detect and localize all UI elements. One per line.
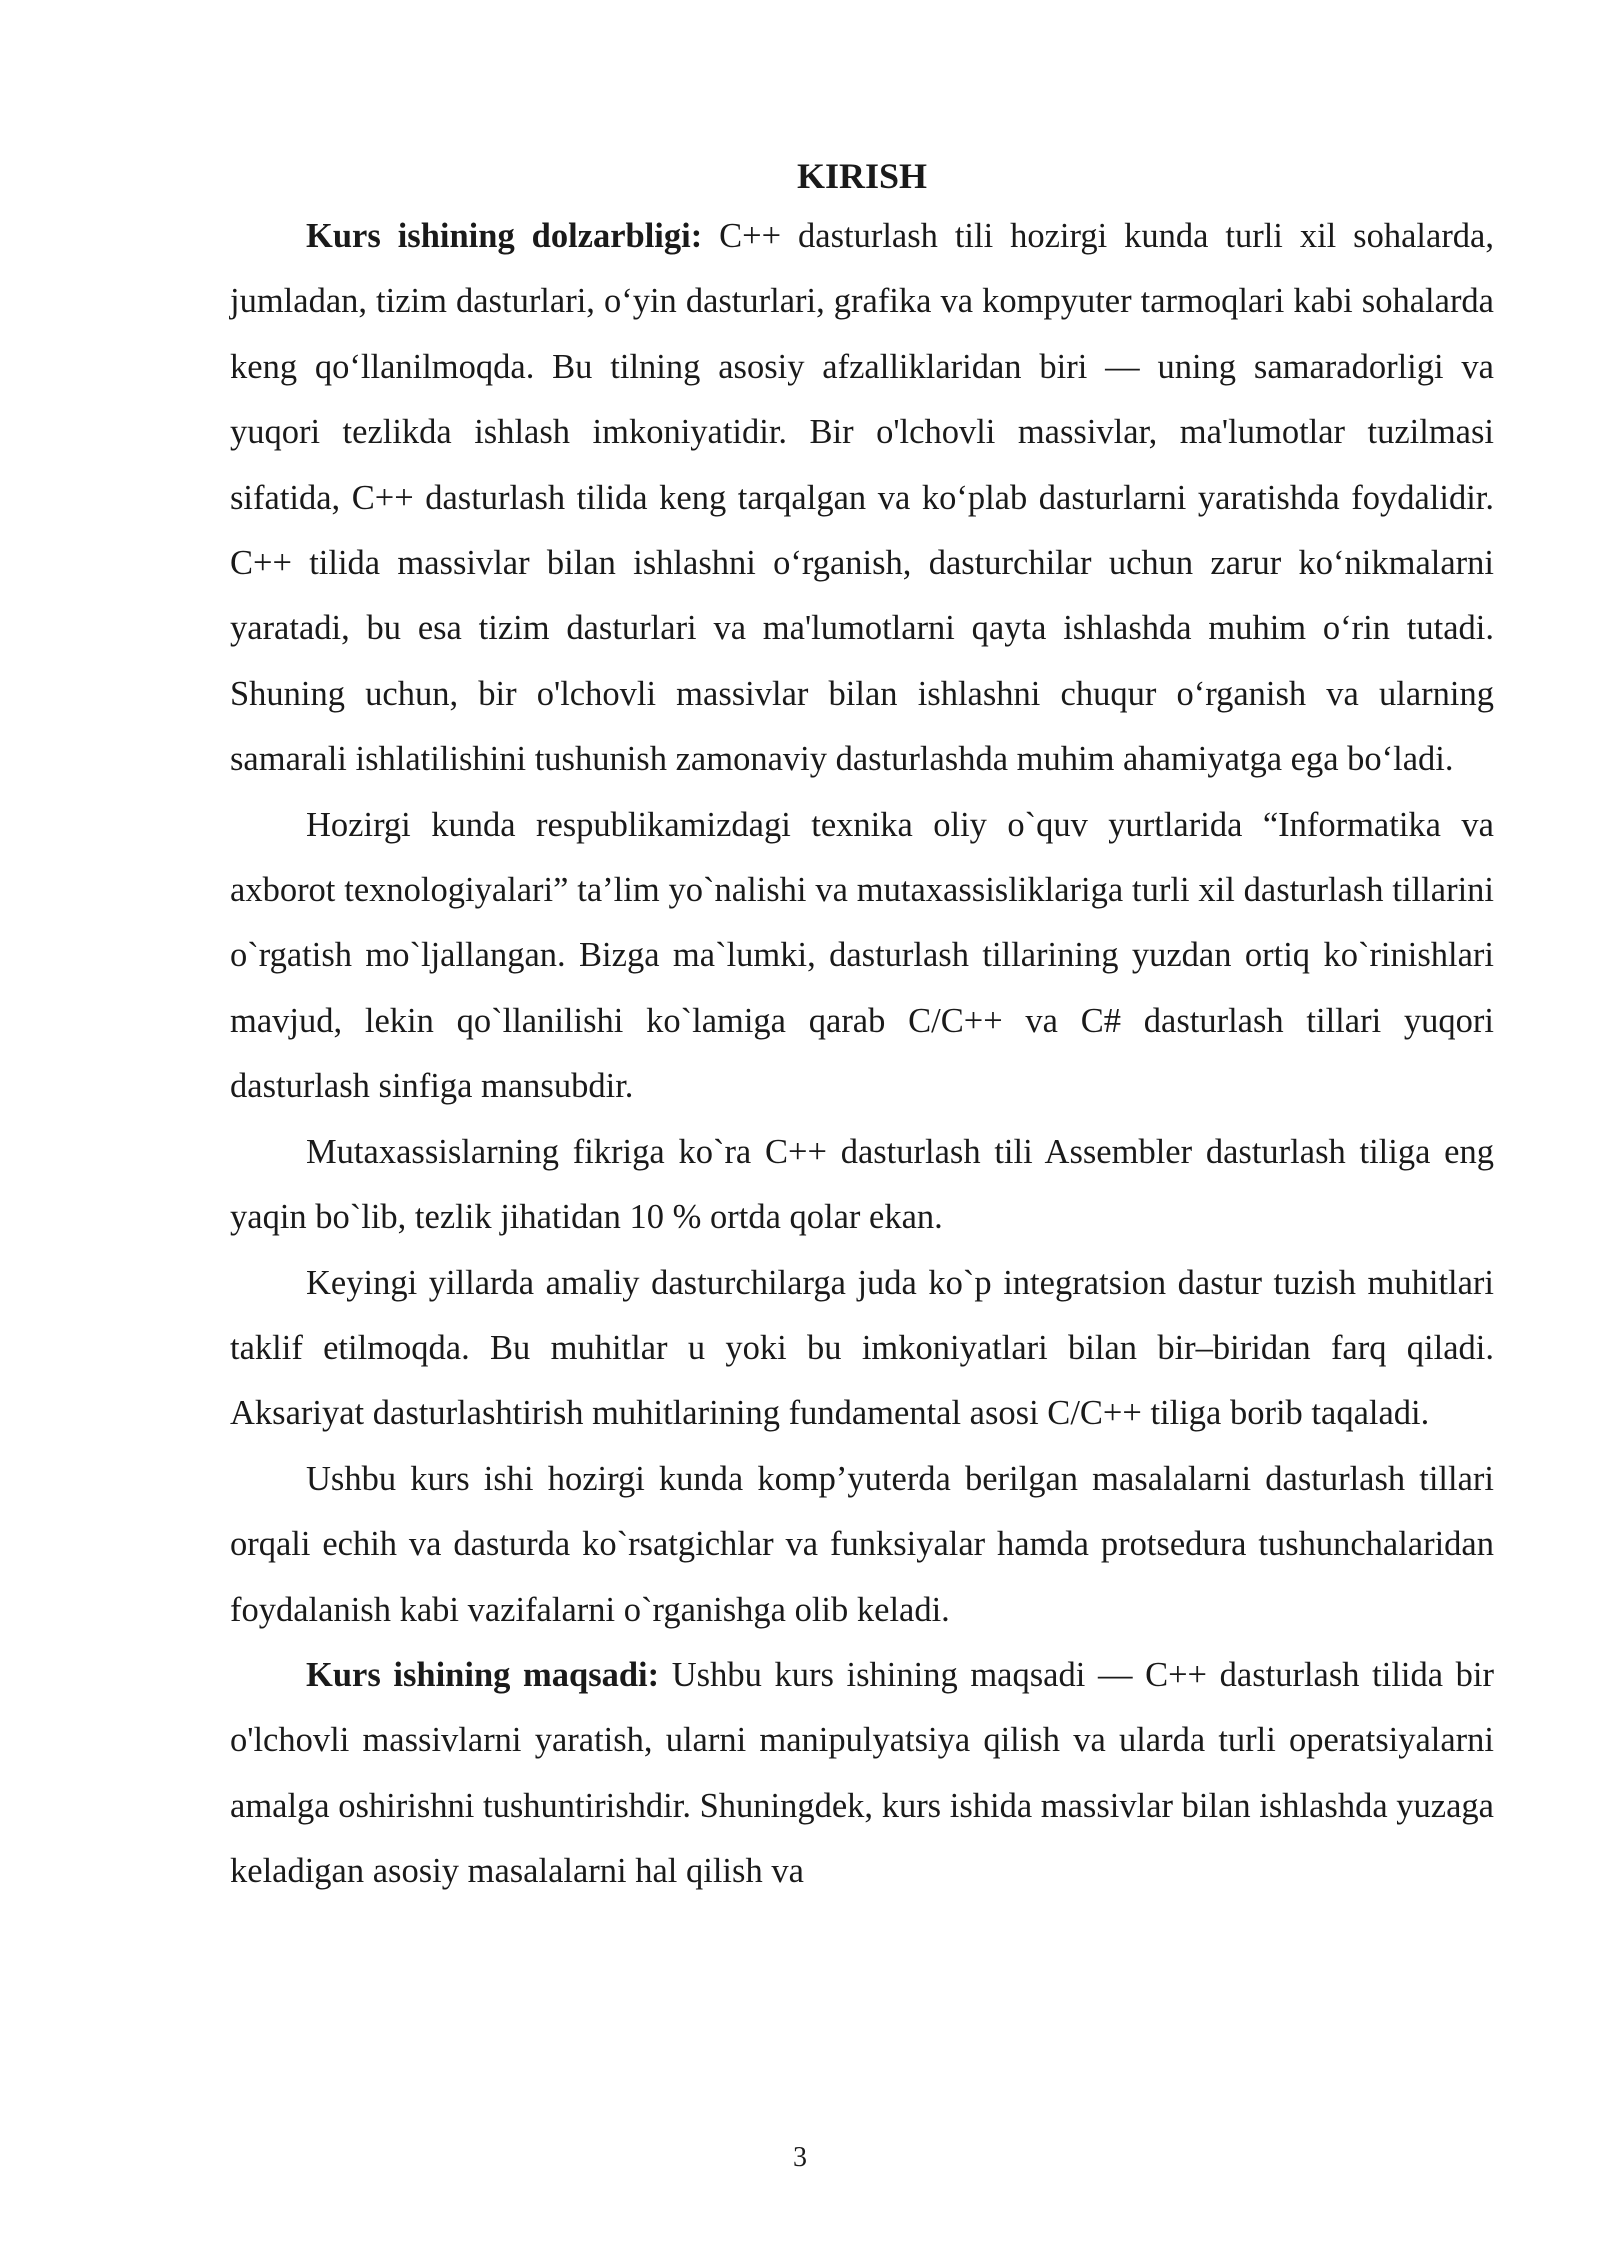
paragraph-text: C++ dasturlash tili hozirgi kunda turli xil sohalarda, jumladan, tizim dasturlari, o‘yin dasturlari, grafika va kompyuter tarmoqlari kabi sohalarda keng qo‘llanilmoqda. Bu tilning asosiy afzalliklaridan biri — uning samaradorligi va yuqori tezlikda ishlash imkoniyatidir. Bir o'lchovli massivlar, ma'lumotlar tuzilmasi sifatida, C++ dasturlash tilida keng tarqalgan va ko‘plab dasturlarni yaratishda foydalidir. C++ tilida massivlar bilan ishlashni o‘rganish, dasturchilar uchun zarur ko‘nikmalarni yaratadi, bu esa tizim dasturlari va ma'lumotlarni qayta ishlashda muhim o‘rin tutadi. Shuning uchun, bir o'lchovli massivlar bilan ishlashni chuqur o‘rganish va ularning samarali ishlatilishini tushunish zamonaviy dasturlashda muhim ahamiyatga ega bo‘ladi. <box>230 217 1494 779</box>
paragraph-text: Mutaxassislarning fikriga ko`ra C++ dasturlash tili Assembler dasturlash tiliga eng yaqin bo`lib, tezlik jihatidan 10 % ortda qolar ekan. <box>230 1132 1494 1237</box>
section-title: KIRISH <box>796 156 928 196</box>
paragraph-education <box>230 793 1494 1120</box>
paragraph-lead-goal: Kurs ishining maqsadi: <box>306 1655 660 1694</box>
paragraph-relevance <box>230 204 1494 793</box>
page-body <box>230 148 1494 1905</box>
paragraph-text: Ushbu kurs ishi hozirgi kunda komp’yuterda berilgan masalalarni dasturlash tillari orqali echih va dasturda ko`rsatgichlar va funksiyalar hamda protsedura tushunchalaridan foydalanish kabi vazifalarni o`rganishga olib keladi. <box>230 1459 1494 1629</box>
paragraph-text: Hozirgi kunda respublikamizdagi texnika oliy o`quv yurtlarida “Informatika va axborot texnologiyalari” ta’lim yo`nalishi va mutaxassisliklariga turli xil dasturlash tillarini o`rgatish mo`ljallangan. Bizga ma`lumki, dasturlash tillarining yuzdan ortiq ko`rinishlari mavjud, lekin qo`llanilishi ko`lamiga qarab C/C++ va C# dasturlash tillari yuqori dasturlash sinfiga mansubdir. <box>230 805 1494 1106</box>
paragraph-goal <box>230 1643 1494 1905</box>
paragraph-lead-relevance: Kurs ishining dolzarbligi: <box>306 217 703 255</box>
paragraph-coursework <box>230 1447 1494 1643</box>
paragraph-assembler <box>230 1120 1494 1251</box>
paragraph-text: Ushbu kurs ishining maqsadi — C++ dasturlash tilida bir o'lchovli massivlarni yaratish, ularni manipulyatsiya qilish va ularda turli operatsiyalarni amalga oshirishni tushuntirishdir. Shuningdek, kurs ishida massivlar bilan ishlashda yuzaga keladigan asosiy masalalarni hal qilish va <box>230 1655 1495 1891</box>
page-number: 3 <box>793 2142 807 2173</box>
paragraph-text: Keyingi yillarda amaliy dasturchilarga juda ko`p integratsion dastur tuzish muhitlari taklif etilmoqda. Bu muhitlar u yoki bu imkoniyatlari bilan bir–biridan farq qiladi. Aksariyat dasturlashtirish muhitlarining fundamental asosi C/C++ tiliga borib taqaladi. <box>230 1263 1494 1433</box>
paragraph-environments <box>230 1251 1494 1447</box>
